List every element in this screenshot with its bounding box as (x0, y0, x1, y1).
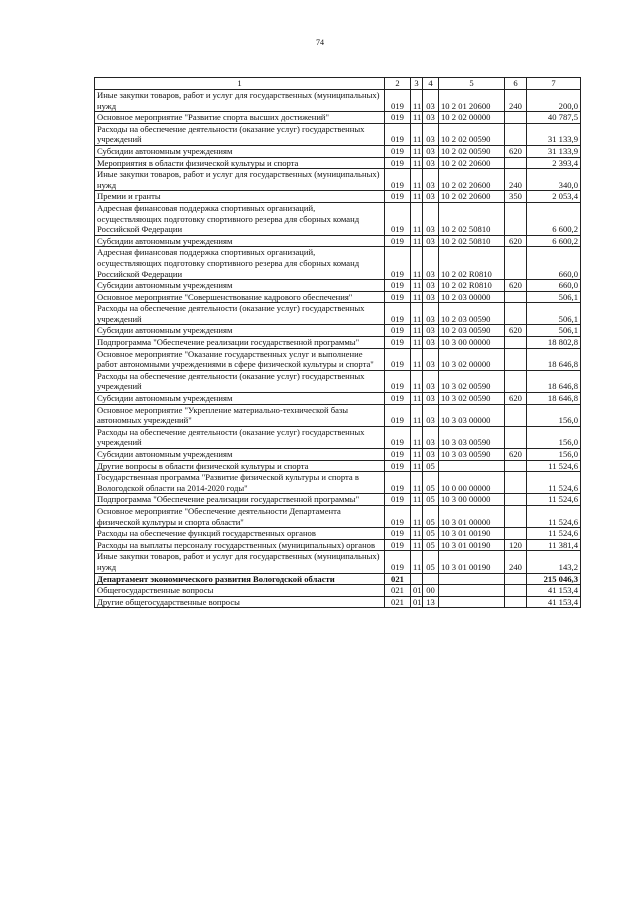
row-admin-code: 019 (385, 505, 411, 527)
row-admin-code: 019 (385, 337, 411, 349)
row-section: 11 (411, 169, 423, 191)
row-section: 01 (411, 596, 423, 608)
row-name: Адресная финансовая поддержка спортивных организаций, осуществляющих подготовку спортивного резерва для сборных команд Российской Федерации (95, 202, 385, 235)
row-section: 11 (411, 291, 423, 303)
row-section: 11 (411, 303, 423, 325)
row-amount: 31 133,9 (527, 123, 581, 145)
row-expense-type (505, 291, 527, 303)
header-row (95, 78, 581, 90)
row-expense-type (505, 157, 527, 169)
table-row (95, 472, 581, 494)
table-row (95, 191, 581, 203)
table-row (95, 393, 581, 405)
row-expense-type (505, 505, 527, 527)
row-expense-type (505, 123, 527, 145)
row-amount: 506,1 (527, 325, 581, 337)
row-section: 11 (411, 393, 423, 405)
row-admin-code: 019 (385, 235, 411, 247)
row-expense-type: 120 (505, 539, 527, 551)
row-subsection: 03 (423, 303, 439, 325)
table-row (95, 202, 581, 235)
row-amount: 11 524,6 (527, 494, 581, 506)
table-row (95, 539, 581, 551)
row-target-article: 10 2 02 R0810 (439, 247, 505, 280)
row-target-article (439, 585, 505, 597)
row-admin-code: 019 (385, 280, 411, 292)
row-amount: 18 646,8 (527, 393, 581, 405)
table-row (95, 280, 581, 292)
row-section: 11 (411, 426, 423, 448)
row-amount: 156,0 (527, 449, 581, 461)
row-admin-code: 019 (385, 112, 411, 124)
row-subsection: 03 (423, 202, 439, 235)
row-section: 11 (411, 280, 423, 292)
row-section: 01 (411, 585, 423, 597)
row-admin-code: 019 (385, 449, 411, 461)
header-col-3: 3 (411, 78, 423, 90)
table-row (95, 404, 581, 426)
row-section: 11 (411, 202, 423, 235)
row-section: 11 (411, 90, 423, 112)
row-name: Основное мероприятие "Оказание государственных услуг и выполнение работ автономными учреждениями в сфере физической культуры и спорта" (95, 348, 385, 370)
row-expense-type (505, 426, 527, 448)
row-amount: 41 153,4 (527, 585, 581, 597)
row-subsection (423, 573, 439, 585)
row-name: Основное мероприятие "Развитие спорта высших достижений" (95, 112, 385, 124)
row-admin-code: 019 (385, 157, 411, 169)
row-expense-type (505, 348, 527, 370)
row-name: Другие вопросы в области физической культуры и спорта (95, 460, 385, 472)
row-amount: 660,0 (527, 280, 581, 292)
row-section (411, 573, 423, 585)
row-target-article (439, 573, 505, 585)
row-subsection: 03 (423, 325, 439, 337)
table-row (95, 112, 581, 124)
row-amount: 6 600,2 (527, 235, 581, 247)
row-subsection: 05 (423, 494, 439, 506)
row-name: Расходы на обеспечение деятельности (оказание услуг) государственных учреждений (95, 303, 385, 325)
row-target-article: 10 2 03 00000 (439, 291, 505, 303)
row-expense-type (505, 573, 527, 585)
row-admin-code: 019 (385, 551, 411, 573)
table-row (95, 505, 581, 527)
table-row (95, 145, 581, 157)
row-expense-type (505, 202, 527, 235)
row-target-article: 10 2 02 50810 (439, 202, 505, 235)
row-name: Другие общегосударственные вопросы (95, 596, 385, 608)
row-subsection: 05 (423, 505, 439, 527)
row-expense-type: 240 (505, 90, 527, 112)
row-expense-type: 350 (505, 191, 527, 203)
row-name: Государственная программа "Развитие физической культуры и спорта в Вологодской области на 2014-2020 годы" (95, 472, 385, 494)
row-amount: 18 646,8 (527, 370, 581, 392)
row-expense-type (505, 404, 527, 426)
table-row (95, 123, 581, 145)
row-name: Иные закупки товаров, работ и услуг для государственных (муниципальных) нужд (95, 169, 385, 191)
row-amount: 11 524,6 (527, 460, 581, 472)
row-amount: 11 524,6 (527, 472, 581, 494)
row-expense-type: 620 (505, 235, 527, 247)
row-name: Основное мероприятие "Совершенствование кадрового обеспечения" (95, 291, 385, 303)
row-section: 11 (411, 528, 423, 540)
header-col-1: 1 (95, 78, 385, 90)
row-expense-type: 620 (505, 280, 527, 292)
row-section: 11 (411, 112, 423, 124)
row-amount: 40 787,5 (527, 112, 581, 124)
row-amount: 11 381,4 (527, 539, 581, 551)
row-expense-type (505, 460, 527, 472)
row-subsection: 05 (423, 460, 439, 472)
row-admin-code: 019 (385, 247, 411, 280)
row-name: Субсидии автономным учреждениям (95, 145, 385, 157)
row-name: Премии и гранты (95, 191, 385, 203)
row-amount: 660,0 (527, 247, 581, 280)
table-row (95, 551, 581, 573)
row-subsection: 03 (423, 426, 439, 448)
row-admin-code: 019 (385, 348, 411, 370)
page-number: 74 (316, 38, 324, 47)
row-subsection: 05 (423, 551, 439, 573)
row-amount: 18 646,8 (527, 348, 581, 370)
table-body (95, 90, 581, 608)
row-expense-type: 620 (505, 325, 527, 337)
table-row (95, 494, 581, 506)
row-subsection: 05 (423, 528, 439, 540)
row-amount: 215 046,3 (527, 573, 581, 585)
row-name: Расходы на обеспечение функций государственных органов (95, 528, 385, 540)
row-target-article: 10 2 03 00590 (439, 325, 505, 337)
row-amount: 11 524,6 (527, 528, 581, 540)
table-row (95, 585, 581, 597)
row-admin-code: 019 (385, 325, 411, 337)
row-target-article (439, 596, 505, 608)
row-target-article: 10 2 02 00590 (439, 145, 505, 157)
row-target-article: 10 2 02 R0810 (439, 280, 505, 292)
row-amount: 506,1 (527, 291, 581, 303)
row-target-article: 10 2 02 00000 (439, 112, 505, 124)
row-expense-type (505, 337, 527, 349)
row-section: 11 (411, 505, 423, 527)
row-subsection: 03 (423, 123, 439, 145)
row-admin-code: 019 (385, 145, 411, 157)
row-target-article: 10 2 02 20600 (439, 191, 505, 203)
row-expense-type (505, 528, 527, 540)
row-section: 11 (411, 157, 423, 169)
row-section: 11 (411, 348, 423, 370)
row-admin-code: 019 (385, 291, 411, 303)
row-target-article: 10 2 02 50810 (439, 235, 505, 247)
row-admin-code: 019 (385, 404, 411, 426)
row-amount: 340,0 (527, 169, 581, 191)
row-subsection: 03 (423, 112, 439, 124)
row-name: Основное мероприятие "Укрепление материально-технической базы автономных учреждений" (95, 404, 385, 426)
header-col-4: 4 (423, 78, 439, 90)
row-target-article: 10 2 02 20600 (439, 157, 505, 169)
row-admin-code: 019 (385, 191, 411, 203)
row-name: Иные закупки товаров, работ и услуг для государственных (муниципальных) нужд (95, 551, 385, 573)
row-target-article: 10 2 03 00590 (439, 303, 505, 325)
table-row (95, 235, 581, 247)
row-section: 11 (411, 337, 423, 349)
row-name: Основное мероприятие "Обеспечение деятельности Департамента физической культуры и спорта области" (95, 505, 385, 527)
row-admin-code: 021 (385, 585, 411, 597)
row-amount: 143,2 (527, 551, 581, 573)
row-expense-type: 240 (505, 169, 527, 191)
row-name: Общегосударственные вопросы (95, 585, 385, 597)
row-expense-type (505, 112, 527, 124)
row-expense-type: 620 (505, 449, 527, 461)
row-subsection: 03 (423, 235, 439, 247)
row-target-article: 10 3 02 00590 (439, 370, 505, 392)
row-target-article: 10 2 01 20600 (439, 90, 505, 112)
row-subsection: 03 (423, 291, 439, 303)
table-row (95, 426, 581, 448)
table-row (95, 449, 581, 461)
row-section: 11 (411, 191, 423, 203)
row-target-article: 10 2 02 00590 (439, 123, 505, 145)
row-subsection: 03 (423, 157, 439, 169)
row-admin-code: 019 (385, 90, 411, 112)
header-col-6: 6 (505, 78, 527, 90)
table-row (95, 291, 581, 303)
row-section: 11 (411, 404, 423, 426)
row-section: 11 (411, 472, 423, 494)
row-admin-code: 019 (385, 123, 411, 145)
row-section: 11 (411, 551, 423, 573)
row-amount: 6 600,2 (527, 202, 581, 235)
row-expense-type (505, 303, 527, 325)
row-amount: 156,0 (527, 404, 581, 426)
row-subsection: 03 (423, 90, 439, 112)
row-section: 11 (411, 235, 423, 247)
row-name: Субсидии автономным учреждениям (95, 235, 385, 247)
row-subsection: 03 (423, 348, 439, 370)
row-subsection: 03 (423, 247, 439, 280)
row-subsection: 05 (423, 472, 439, 494)
row-target-article (439, 460, 505, 472)
row-expense-type: 620 (505, 393, 527, 405)
table-row (95, 325, 581, 337)
row-admin-code: 019 (385, 393, 411, 405)
row-amount: 200,0 (527, 90, 581, 112)
row-admin-code: 021 (385, 573, 411, 585)
row-admin-code: 019 (385, 460, 411, 472)
row-target-article: 10 3 03 00590 (439, 449, 505, 461)
row-subsection: 13 (423, 596, 439, 608)
row-section: 11 (411, 370, 423, 392)
row-amount: 18 802,8 (527, 337, 581, 349)
row-subsection: 03 (423, 145, 439, 157)
table-row (95, 573, 581, 585)
row-section: 11 (411, 123, 423, 145)
row-target-article: 10 3 03 00590 (439, 426, 505, 448)
row-subsection: 03 (423, 169, 439, 191)
row-amount: 156,0 (527, 426, 581, 448)
row-expense-type (505, 596, 527, 608)
row-target-article: 10 3 02 00590 (439, 393, 505, 405)
row-target-article: 10 3 02 00000 (439, 348, 505, 370)
row-section: 11 (411, 325, 423, 337)
row-target-article: 10 0 00 00000 (439, 472, 505, 494)
row-expense-type: 240 (505, 551, 527, 573)
row-expense-type (505, 370, 527, 392)
row-admin-code: 019 (385, 202, 411, 235)
budget-table (94, 77, 581, 608)
row-name: Подпрограмма "Обеспечение реализации государственной программы" (95, 494, 385, 506)
row-subsection: 03 (423, 280, 439, 292)
row-expense-type (505, 472, 527, 494)
row-section: 11 (411, 460, 423, 472)
row-amount: 31 133,9 (527, 145, 581, 157)
row-section: 11 (411, 247, 423, 280)
table-row (95, 337, 581, 349)
table-row (95, 596, 581, 608)
row-subsection: 03 (423, 191, 439, 203)
row-name: Субсидии автономным учреждениям (95, 280, 385, 292)
row-admin-code: 019 (385, 426, 411, 448)
row-expense-type (505, 585, 527, 597)
row-target-article: 10 3 00 00000 (439, 337, 505, 349)
row-name: Мероприятия в области физической культуры и спорта (95, 157, 385, 169)
row-expense-type (505, 247, 527, 280)
row-section: 11 (411, 539, 423, 551)
row-admin-code: 019 (385, 370, 411, 392)
row-admin-code: 021 (385, 596, 411, 608)
row-target-article: 10 3 01 00190 (439, 551, 505, 573)
row-name: Иные закупки товаров, работ и услуг для государственных (муниципальных) нужд (95, 90, 385, 112)
row-admin-code: 019 (385, 169, 411, 191)
table-row (95, 460, 581, 472)
row-expense-type: 620 (505, 145, 527, 157)
row-name: Расходы на выплаты персоналу государственных (муниципальных) органов (95, 539, 385, 551)
row-subsection: 05 (423, 539, 439, 551)
header-col-7: 7 (527, 78, 581, 90)
row-subsection: 03 (423, 404, 439, 426)
table-row (95, 528, 581, 540)
row-section: 11 (411, 145, 423, 157)
header-col-5: 5 (439, 78, 505, 90)
row-subsection: 03 (423, 337, 439, 349)
row-name: Департамент экономического развития Вологодской области (95, 573, 385, 585)
row-name: Расходы на обеспечение деятельности (оказание услуг) государственных учреждений (95, 426, 385, 448)
row-section: 11 (411, 449, 423, 461)
row-expense-type (505, 494, 527, 506)
row-name: Расходы на обеспечение деятельности (оказание услуг) государственных учреждений (95, 370, 385, 392)
row-section: 11 (411, 494, 423, 506)
row-subsection: 00 (423, 585, 439, 597)
row-name: Подпрограмма "Обеспечение реализации государственной программы" (95, 337, 385, 349)
row-target-article: 10 3 03 00000 (439, 404, 505, 426)
row-target-article: 10 3 01 00190 (439, 539, 505, 551)
table-row (95, 157, 581, 169)
row-subsection: 03 (423, 370, 439, 392)
table-row (95, 348, 581, 370)
table-row (95, 247, 581, 280)
header-col-2: 2 (385, 78, 411, 90)
row-admin-code: 019 (385, 472, 411, 494)
row-subsection: 03 (423, 393, 439, 405)
row-admin-code: 019 (385, 494, 411, 506)
table-row (95, 90, 581, 112)
row-name: Расходы на обеспечение деятельности (оказание услуг) государственных учреждений (95, 123, 385, 145)
row-target-article: 10 2 02 20600 (439, 169, 505, 191)
row-target-article: 10 3 00 00000 (439, 494, 505, 506)
row-name: Субсидии автономным учреждениям (95, 449, 385, 461)
row-name: Адресная финансовая поддержка спортивных организаций, осуществляющих подготовку спортивного резерва для сборных команд Российской Федерации (95, 247, 385, 280)
table-row (95, 169, 581, 191)
row-admin-code: 019 (385, 528, 411, 540)
row-amount: 41 153,4 (527, 596, 581, 608)
row-name: Субсидии автономным учреждениям (95, 325, 385, 337)
table-row (95, 303, 581, 325)
row-target-article: 10 3 01 00190 (439, 528, 505, 540)
row-target-article: 10 3 01 00000 (439, 505, 505, 527)
row-subsection: 03 (423, 449, 439, 461)
row-amount: 11 524,6 (527, 505, 581, 527)
row-admin-code: 019 (385, 303, 411, 325)
row-name: Субсидии автономным учреждениям (95, 393, 385, 405)
table-header (95, 78, 581, 90)
table-row (95, 370, 581, 392)
row-amount: 2 053,4 (527, 191, 581, 203)
row-amount: 506,1 (527, 303, 581, 325)
row-amount: 2 393,4 (527, 157, 581, 169)
row-admin-code: 019 (385, 539, 411, 551)
